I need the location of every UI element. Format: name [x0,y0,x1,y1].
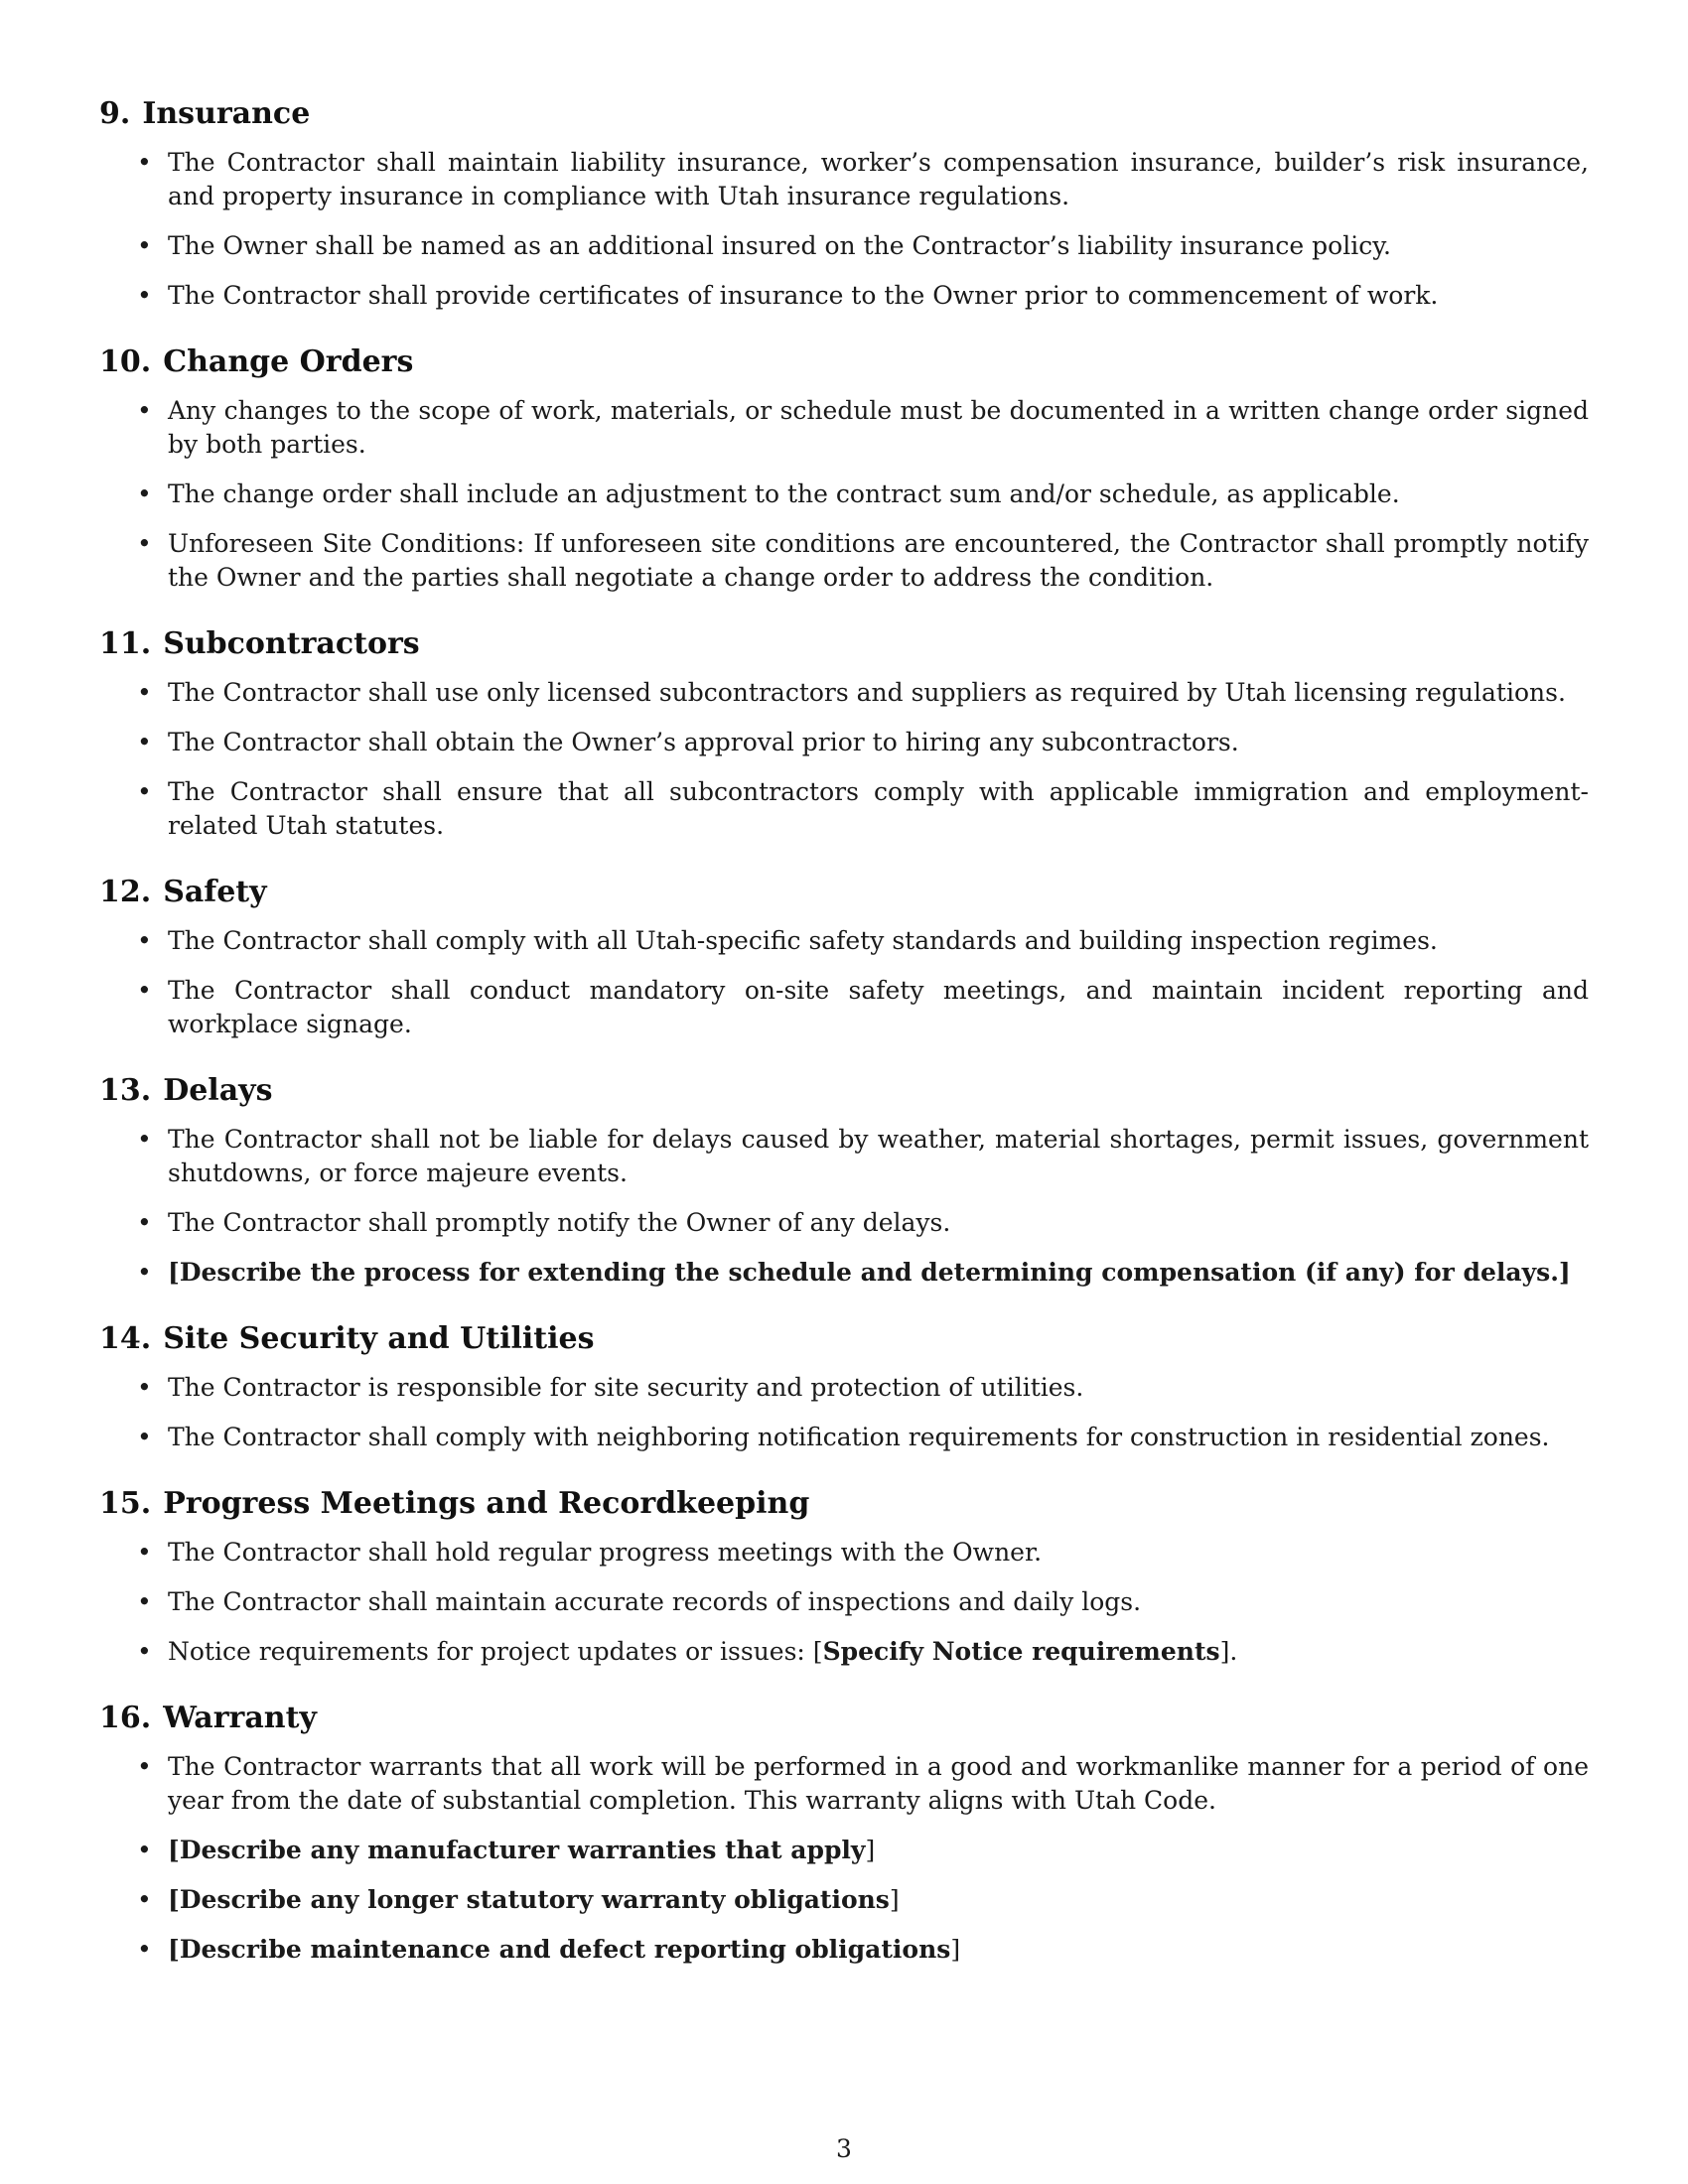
list-item [99,1585,1589,1619]
bullet-list [99,146,1589,313]
section-delays [99,1071,1589,1290]
bullet-list [99,1750,1589,1967]
placeholder-text: [Describe any longer statutory warranty obligations [168,1885,890,1914]
page-number: 3 [836,2134,852,2163]
section-heading [99,1319,1589,1359]
section-heading [99,1484,1589,1524]
section-title: Progress Meetings and Recordkeeping [163,1486,810,1521]
section-heading [99,94,1589,134]
item-text: The Contractor is responsible for site security and protection of utilities. [168,1373,1084,1402]
bullet-icon: • [137,396,152,425]
section-number: 12. [99,875,152,909]
list-item [99,726,1589,759]
item-text: The Contractor shall obtain the Owner’s approval prior to hiring any subcontractors. [168,728,1239,756]
placeholder-text: [Describe the process for extending the schedule and determining compensation (if any) for delays.] [168,1258,1571,1287]
item-text: The Contractor shall not be liable for delays caused by weather, material shortages, permit issues, government shutdowns, or force majeure events. [168,1125,1589,1187]
bullet-list [99,924,1589,1041]
bullet-list [99,676,1589,843]
bullet-icon: • [137,1885,152,1914]
item-text: The Contractor shall conduct mandatory on-site safety meetings, and maintain incident reporting and workplace signage. [168,976,1589,1038]
list-item [99,1206,1589,1240]
item-text: The Owner shall be named as an additional insured on the Contractor’s liability insurance policy. [168,231,1391,260]
section-number: 11. [99,626,152,661]
bullet-icon: • [137,728,152,756]
item-text: The Contractor shall comply with all Utah-specific safety standards and building inspection regimes. [168,926,1438,955]
section-number: 16. [99,1701,152,1735]
section-safety [99,873,1589,1041]
section-change-orders [99,342,1589,595]
list-item [99,1834,1589,1867]
section-number: 15. [99,1486,152,1521]
bullet-icon: • [137,1836,152,1864]
item-text: The Contractor shall hold regular progress meetings with the Owner. [168,1538,1043,1567]
list-item [99,1256,1589,1290]
bullet-list [99,1536,1589,1669]
section-title: Warranty [163,1701,317,1735]
section-title: Site Security and Utilities [163,1321,595,1356]
bullet-icon: • [137,529,152,558]
bullet-icon: • [137,1587,152,1616]
section-progress-meetings [99,1484,1589,1669]
bullet-icon: • [137,281,152,310]
section-number: 9. [99,96,131,131]
bullet-icon: • [137,1538,152,1567]
bullet-icon: • [137,1208,152,1237]
bullet-icon: • [137,231,152,260]
section-insurance [99,94,1589,313]
item-text: Notice requirements for project updates or issues: [ [168,1637,823,1666]
item-text: The change order shall include an adjustment to the contract sum and/or schedule, as applicable. [168,479,1400,508]
bullet-icon: • [137,777,152,806]
section-heading [99,873,1589,912]
bullet-icon: • [137,1637,152,1666]
bullet-list [99,394,1589,595]
item-text: The Contractor shall comply with neighboring notification requirements for construction in residential zones. [168,1423,1550,1451]
bullet-list [99,1371,1589,1454]
item-text: The Contractor shall maintain liability insurance, worker’s compensation insurance, builder’s risk insurance, and property insurance in compliance with Utah insurance regulations. [168,148,1589,210]
list-item [99,775,1589,843]
item-text-suffix: ] [950,1935,961,1964]
item-text-suffix: ] [889,1885,900,1914]
item-text: Unforeseen Site Conditions: If unforeseen site conditions are encountered, the Contractor shall promptly notify the Owner and the parties shall negotiate a change order to address the condition. [168,529,1589,592]
section-title: Delays [163,1073,273,1108]
section-title: Change Orders [163,344,414,379]
bullet-icon: • [137,1258,152,1287]
list-item [99,1933,1589,1967]
list-item [99,1750,1589,1818]
item-text: The Contractor shall use only licensed subcontractors and suppliers as required by Utah licensing regulations. [168,678,1566,707]
bullet-icon: • [137,976,152,1005]
bullet-icon: • [137,1373,152,1402]
list-item [99,1371,1589,1405]
section-site-security [99,1319,1589,1454]
bullet-icon: • [137,1935,152,1964]
bullet-icon: • [137,1125,152,1154]
section-title: Safety [163,875,267,909]
bullet-list [99,1123,1589,1290]
list-item [99,676,1589,710]
bullet-icon: • [137,148,152,177]
list-item [99,279,1589,313]
list-item [99,527,1589,595]
item-text: The Contractor shall maintain accurate records of inspections and daily logs. [168,1587,1142,1616]
item-text: The Contractor shall ensure that all subcontractors comply with applicable immigration and employment-related Utah statutes. [168,777,1589,840]
item-text: The Contractor shall promptly notify the Owner of any delays. [168,1208,951,1237]
placeholder-text: [Describe maintenance and defect reporting obligations [168,1935,951,1964]
bullet-icon: • [137,678,152,707]
bullet-icon: • [137,1423,152,1451]
section-number: 13. [99,1073,152,1108]
list-item [99,1421,1589,1454]
list-item [99,1635,1589,1669]
section-heading [99,342,1589,382]
list-item [99,1123,1589,1190]
section-warranty [99,1699,1589,1967]
item-text: The Contractor shall provide certificates of insurance to the Owner prior to commencement of work. [168,281,1439,310]
list-item [99,146,1589,213]
section-number: 14. [99,1321,152,1356]
list-item [99,924,1589,958]
list-item [99,394,1589,462]
placeholder-text: Specify Notice requirements [822,1637,1220,1666]
list-item [99,1536,1589,1570]
section-heading [99,1699,1589,1738]
item-text-suffix: ]. [1219,1637,1238,1666]
section-number: 10. [99,344,152,379]
section-title: Subcontractors [163,626,420,661]
section-subcontractors [99,624,1589,843]
section-title: Insurance [142,96,311,131]
document-body [99,94,1589,1996]
bullet-icon: • [137,479,152,508]
placeholder-text: [Describe any manufacturer warranties that apply [168,1836,866,1864]
list-item [99,974,1589,1041]
section-heading [99,1071,1589,1111]
list-item [99,478,1589,511]
list-item [99,229,1589,263]
section-heading [99,624,1589,664]
list-item [99,1883,1589,1917]
bullet-icon: • [137,1752,152,1781]
bullet-icon: • [137,926,152,955]
item-text: Any changes to the scope of work, materials, or schedule must be documented in a written change order signed by both parties. [168,396,1589,459]
item-text: The Contractor warrants that all work will be performed in a good and workmanlike manner for a period of one year from the date of substantial completion. This warranty aligns with Utah Code. [168,1752,1589,1815]
item-text-suffix: ] [865,1836,876,1864]
